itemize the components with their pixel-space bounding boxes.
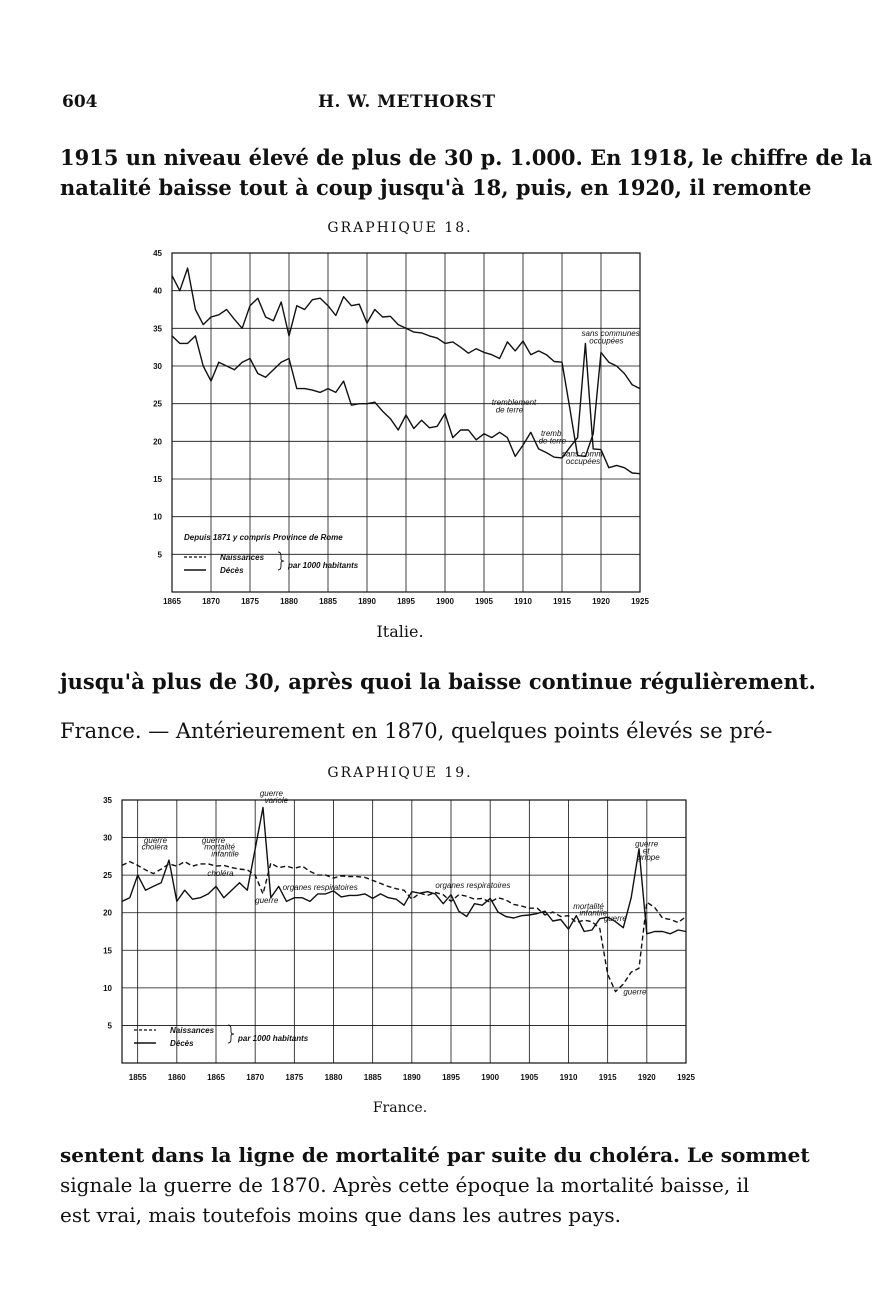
chart-2-legend-unit: par 1000 habitants — [238, 1034, 309, 1043]
paragraph-line-3: jusqu'à plus de 30, après quoi la baisse continue régulièrement. — [60, 669, 816, 694]
chart-1-annotation: de terre — [495, 405, 524, 415]
chart-2-annotation: grippe — [637, 853, 660, 863]
chart-1-xtick: 1885 — [319, 597, 337, 606]
paragraph-line-2: natalité baisse tout à coup jusqu'à 18, puis, en 1920, il remonte — [60, 175, 812, 200]
chart-2-legend-births-label: Naissances — [170, 1026, 215, 1035]
chart-2-legend-deaths-label: Décès — [170, 1039, 194, 1048]
paragraph-line-1: 1915 un niveau élevé de plus de 30 p. 1.000. En 1918, le chiffre de la — [60, 145, 872, 170]
chart-2-xtick: 1880 — [324, 1073, 343, 1082]
chart-1-ytick: 35 — [153, 324, 162, 334]
chart-2-legend-brace — [228, 1025, 234, 1043]
chart-1-xtick: 1915 — [553, 597, 571, 606]
chart-2-ytick: 15 — [103, 946, 112, 956]
chart-2-annotation: variole — [264, 796, 289, 806]
chart-1 — [153, 249, 649, 606]
chart-2-xtick: 1885 — [363, 1073, 382, 1082]
chart-1-xtick: 1870 — [202, 597, 220, 606]
chart-1-ytick: 5 — [157, 550, 162, 560]
chart-1-caption: GRAPHIQUE 18. — [327, 220, 473, 236]
chart-1-xtick: 1895 — [397, 597, 415, 606]
chart-1-annotation: de terre — [538, 436, 567, 446]
chart-2-xtick: 1925 — [677, 1073, 695, 1082]
chart-2-ytick: 25 — [103, 871, 112, 881]
chart-2-annotation: guerre — [201, 835, 226, 845]
chart-1-legend-unit: par 1000 habitants — [288, 561, 359, 570]
chart-2-xtick: 1905 — [520, 1073, 539, 1082]
chart-2-annotation: guerre — [635, 839, 659, 849]
chart-2-xtick: 1915 — [598, 1073, 617, 1082]
chart-2-annotation: mortalité — [573, 901, 604, 911]
chart-2-annotation: et — [642, 846, 650, 856]
chart-1-annotation: tremblement — [491, 398, 537, 408]
chart-1-ytick: 20 — [153, 437, 162, 447]
chart-1-subtitle: Italie. — [376, 622, 424, 641]
chart-2-annotation: infantile — [211, 849, 239, 859]
chart-2-xtick: 1920 — [637, 1073, 656, 1082]
chart-1-ytick: 40 — [153, 286, 162, 296]
chart-2-xtick: 1910 — [559, 1073, 578, 1082]
chart-1-ytick: 45 — [153, 249, 162, 258]
chart-2-annotation: guerre — [259, 789, 283, 799]
chart-2-ytick: 20 — [103, 908, 112, 918]
chart-2-annotation: mortalité — [204, 842, 235, 852]
chart-1-annotation: occupées — [565, 456, 601, 466]
chart-2-xtick: 1865 — [207, 1073, 225, 1082]
chart-2-series-births-line — [122, 862, 686, 992]
chart-1-xtick: 1905 — [475, 597, 493, 606]
chart-2-ytick: 10 — [103, 983, 112, 993]
chart-1-legend-note: Depuis 1871 y compris Province de Rome — [184, 533, 343, 542]
chart-1-legend-deaths-label: Décès — [220, 566, 244, 575]
chart-1-xtick: 1875 — [241, 597, 259, 606]
chart-1-ytick: 25 — [153, 399, 162, 409]
chart-2-xtick: 1875 — [285, 1073, 304, 1082]
paragraph-line-7: est vrai, mais toutefois moins que dans les autres pays. — [60, 1203, 621, 1227]
chart-2-annotation: guerre — [603, 913, 627, 923]
chart-1-xtick: 1880 — [280, 597, 298, 606]
chart-2-annotation: guerre — [255, 895, 279, 905]
chart-2-annotation: guerre — [623, 987, 647, 997]
chart-2-annotation: choléra — [141, 842, 168, 852]
chart-1-xtick: 1900 — [436, 597, 454, 606]
chart-2-annotation: organes respiratoires — [435, 880, 511, 890]
chart-2-annotation: infantile — [579, 908, 608, 918]
chart-1-xtick: 1925 — [631, 597, 649, 606]
chart-2-xtick: 1870 — [246, 1073, 265, 1082]
chart-1-ytick: 30 — [153, 362, 162, 371]
chart-1-ytick: 10 — [153, 512, 162, 522]
chart-2-ytick: 5 — [107, 1021, 112, 1031]
chart-2-ytick: 35 — [103, 796, 112, 805]
chart-1-annotation: sans comm. — [562, 449, 606, 459]
chart-2-subtitle: France. — [372, 1100, 428, 1116]
chart-1-xtick: 1890 — [358, 597, 376, 606]
chart-1-legend-births-label: Naissances — [220, 553, 265, 562]
chart-2-xtick: 1860 — [167, 1073, 186, 1082]
chart-1-xtick: 1910 — [514, 597, 532, 606]
chart-2-ytick: 30 — [103, 833, 112, 843]
chart-1-xtick: 1920 — [592, 597, 610, 606]
running-title: H. W. METHORST — [318, 92, 496, 112]
paragraph-line-4: France. — Antérieurement en 1870, quelques points élevés se pré- — [60, 719, 773, 743]
paragraph-line-5: sentent dans la ligne de mortalité par suite du choléra. Le sommet — [60, 1143, 810, 1167]
chart-1-annotation: tremb. — [540, 429, 564, 439]
chart-2-xtick: 1855 — [128, 1073, 147, 1082]
chart-1-ytick: 15 — [153, 475, 162, 484]
chart-1-annotation: occupées — [589, 336, 624, 346]
page-number: 604 — [62, 92, 98, 112]
chart-2-caption: GRAPHIQUE 19. — [327, 765, 473, 781]
paragraph-line-6: signale la guerre de 1870. Après cette époque la mortalité baisse, il — [60, 1173, 750, 1197]
chart-2-annotation: guerre — [143, 835, 168, 845]
chart-2-xtick: 1890 — [402, 1073, 421, 1082]
chart-1-annotation: sans communes — [581, 328, 640, 338]
chart-2-xtick: 1895 — [442, 1073, 460, 1082]
chart-2-xtick: 1900 — [481, 1073, 500, 1082]
chart-1-xtick: 1865 — [163, 597, 181, 606]
chart-2-annotation: choléra — [207, 868, 234, 878]
chart-2 — [103, 789, 695, 1082]
chart-2-annotation: organes respiratoires — [282, 883, 358, 893]
